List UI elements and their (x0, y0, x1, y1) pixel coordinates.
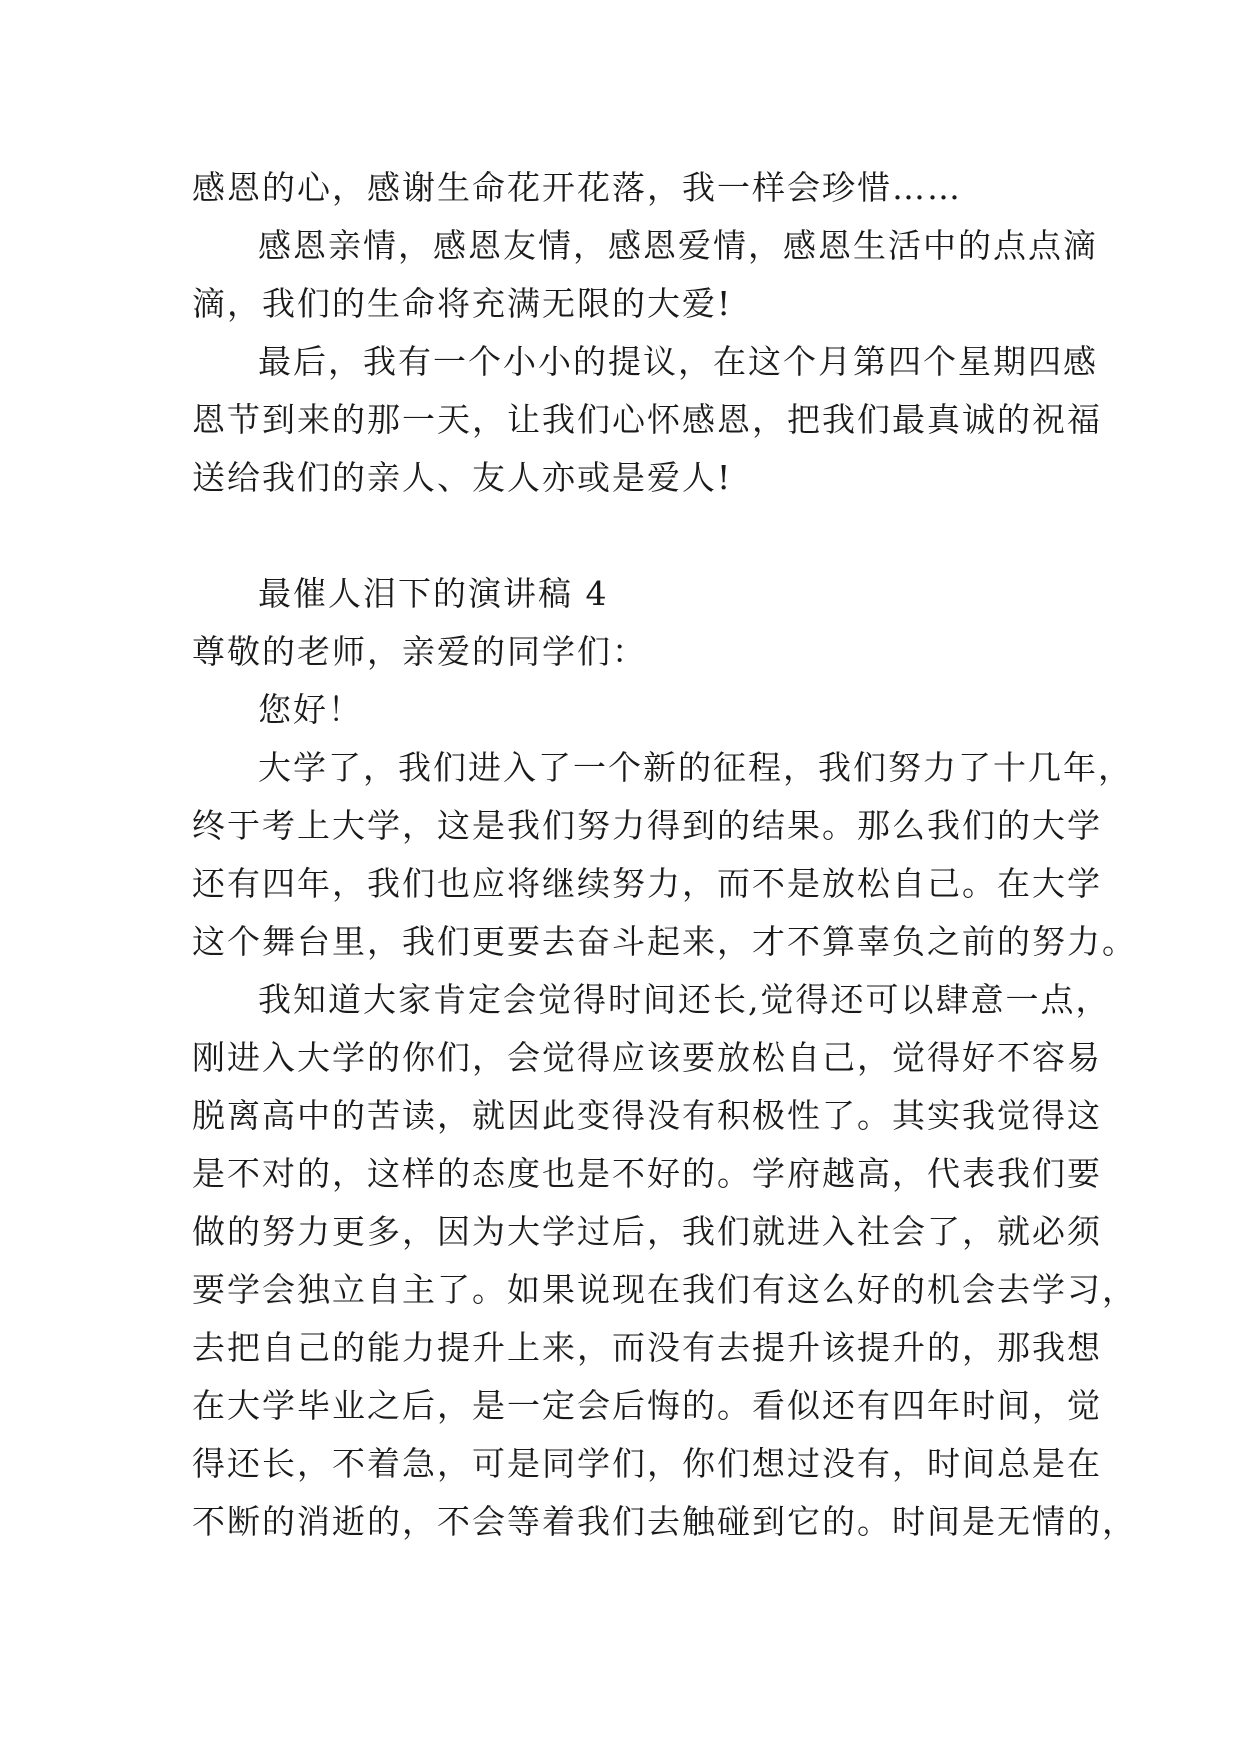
text-line: 最后，我有一个小小的提议，在这个月第四个星期四感 (258, 342, 1098, 381)
text-line: 去把自己的能力提升上来，而没有去提升该提升的，那我想 (192, 1328, 1102, 1367)
text-line: 脱离高中的苦读，就因此变得没有积极性了。其实我觉得这 (192, 1096, 1102, 1135)
text-line: 我知道大家肯定会觉得时间还长,觉得还可以肆意一点， (258, 980, 1111, 1019)
text-line: 是不对的，这样的态度也是不好的。学府越高，代表我们要 (192, 1154, 1102, 1193)
text-line: 得还长，不着急，可是同学们，你们想过没有，时间总是在 (192, 1444, 1102, 1483)
text-line: 在大学毕业之后，是一定会后悔的。看似还有四年时间，觉 (192, 1386, 1102, 1425)
section-title: 最催人泪下的演讲稿 4 (258, 574, 609, 613)
text-line: 刚进入大学的你们，会觉得应该要放松自己，觉得好不容易 (192, 1038, 1102, 1077)
text-line: 不断的消逝的，不会等着我们去触碰到它的。时间是无情的， (192, 1502, 1137, 1541)
text-line: 大学了，我们进入了一个新的征程，我们努力了十几年， (258, 748, 1133, 787)
text-line: 感恩的心，感谢生命花开花落，我一样会珍惜…… (192, 168, 962, 207)
text-line: 要学会独立自主了。如果说现在我们有这么好的机会去学习， (192, 1270, 1137, 1309)
text-line: 感恩亲情，感恩友情，感恩爱情，感恩生活中的点点滴 (258, 226, 1098, 265)
text-line: 终于考上大学，这是我们努力得到的结果。那么我们的大学 (192, 806, 1102, 845)
text-line: 还有四年，我们也应将继续努力，而不是放松自己。在大学 (192, 864, 1102, 903)
text-line: 这个舞台里，我们更要去奋斗起来，才不算辜负之前的努力。 (192, 922, 1137, 961)
text-line: 滴，我们的生命将充满无限的大爱! (192, 284, 733, 323)
greeting: 您好！ (258, 690, 363, 729)
text-line: 做的努力更多，因为大学过后，我们就进入社会了，就必须 (192, 1212, 1102, 1251)
text-line: 恩节到来的那一天，让我们心怀感恩，把我们最真诚的祝福 (192, 400, 1102, 439)
salutation: 尊敬的老师，亲爱的同学们： (192, 632, 647, 671)
text-line: 送给我们的亲人、友人亦或是爱人! (192, 458, 733, 497)
